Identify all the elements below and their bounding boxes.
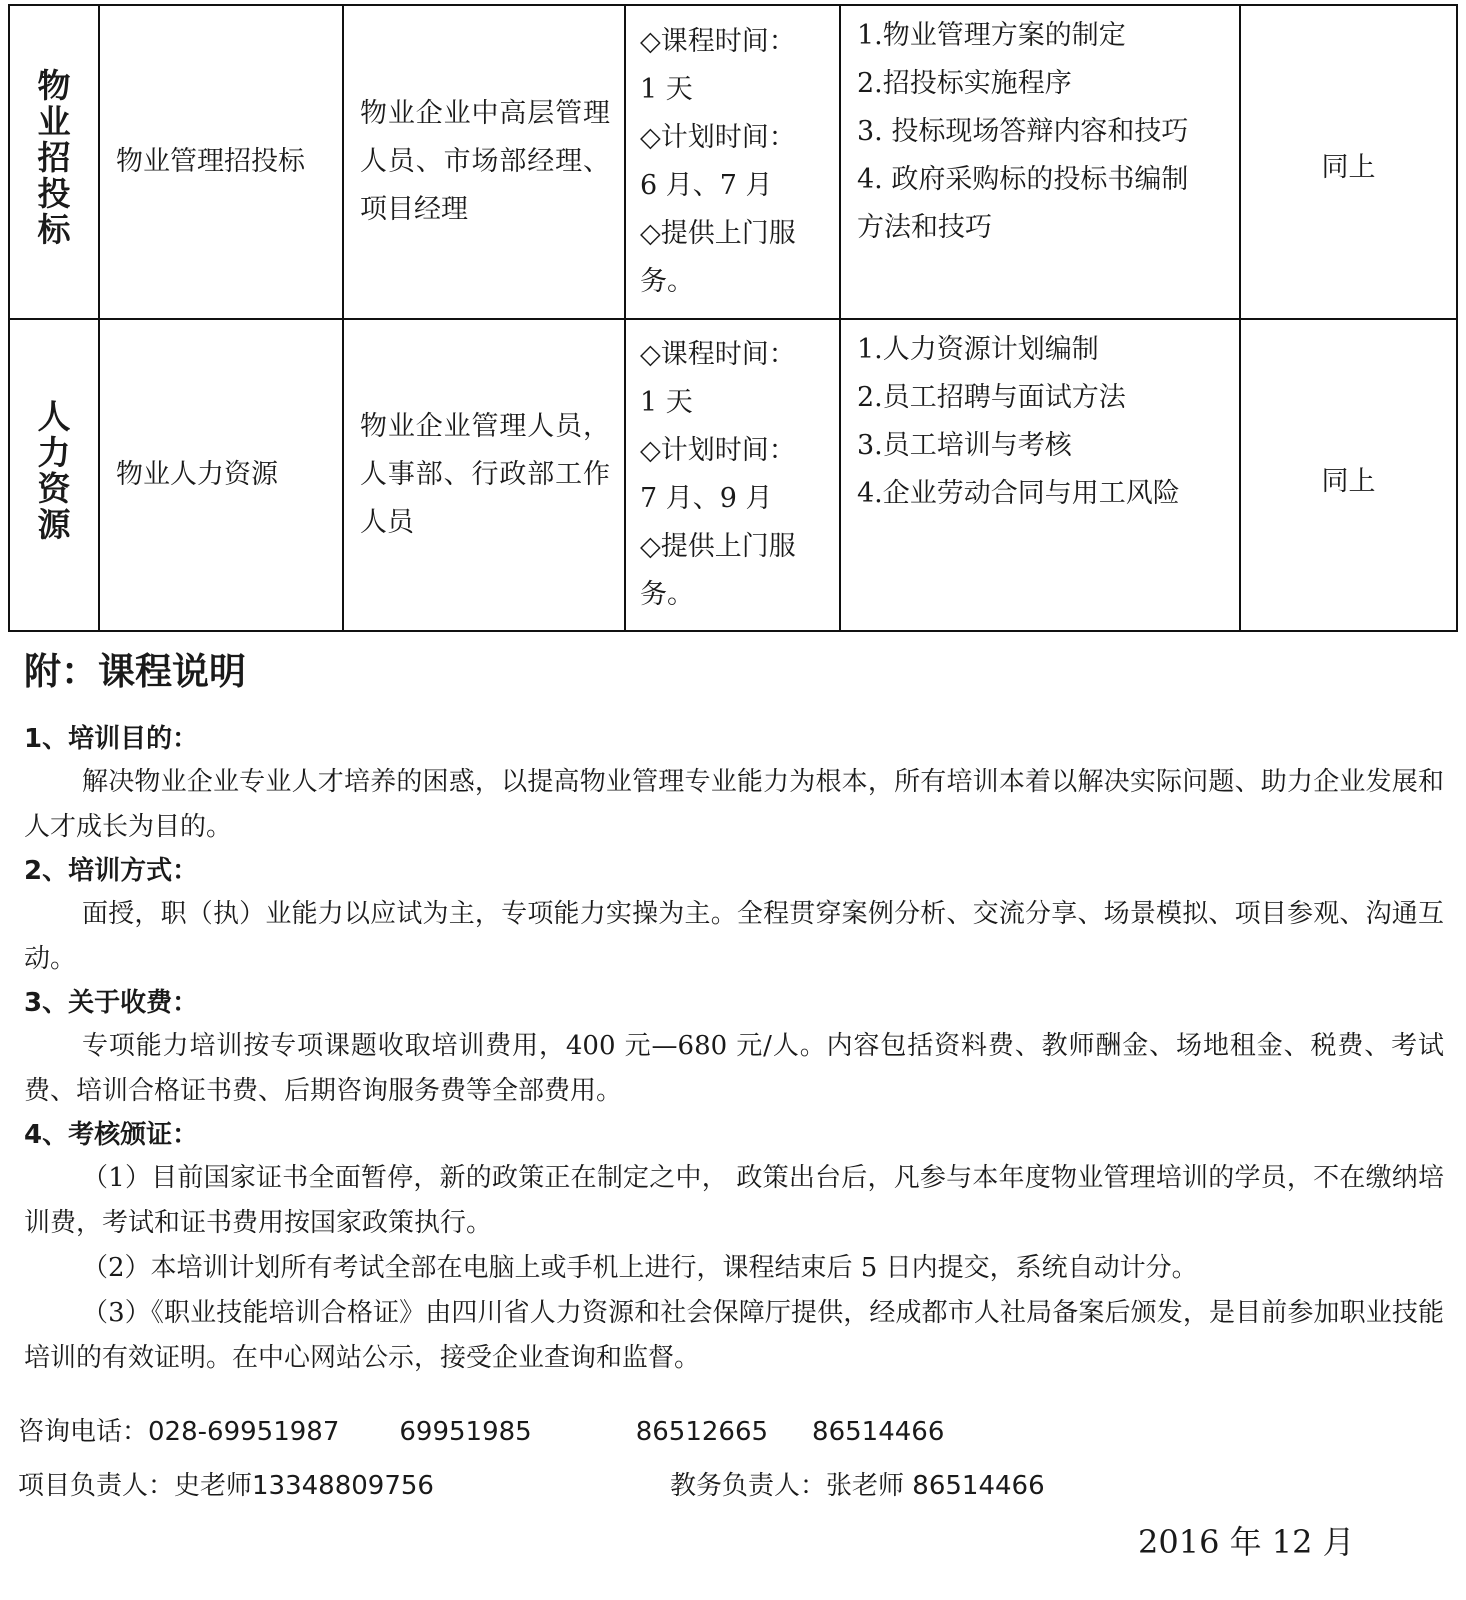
section-paragraph: （1）目前国家证书全面暂停，新的政策正在制定之中， 政策出台后，凡参与本年度物业管理培训的学员，不在缴纳培训费，考试和证书费用按国家政策执行。 [24, 1163, 1444, 1238]
time-line: 务。 [640, 579, 694, 610]
content-cell [840, 5, 1240, 319]
audience-cell [343, 5, 625, 319]
project-lead-label: 项目负责人：史老师 [18, 1471, 253, 1501]
academic-lead-label: 教务负责人：张老师 [670, 1471, 905, 1501]
section-heading: 2、培训方式： [24, 856, 199, 886]
section-paragraph: 解决物业企业专业人才培养的困惑，以提高物业管理专业能力为根本，所有培训本着以解决实际问题、助力企业发展和人才成长为目的。 [24, 767, 1444, 842]
category-cell [9, 5, 99, 319]
appendix-title: 附：课程说明 [24, 650, 246, 693]
section-paragraph: （2）本培训计划所有考试全部在电脑上或手机上进行，课程结束后 5 日内提交，系统自动计分。 [82, 1253, 1198, 1283]
time-line: ◇计划时间： [640, 435, 796, 466]
content-line: 2.招投标实施程序 [857, 68, 1072, 99]
content-line: 4.企业劳动合同与用工风险 [857, 478, 1180, 509]
academic-lead-line [670, 1468, 1045, 1504]
phone-label: 咨询电话： [18, 1417, 149, 1447]
note-text: 同上 [1321, 152, 1376, 183]
appendix [24, 650, 1444, 1381]
section-heading: 1、培训目的： [24, 724, 199, 754]
content-line: 1.物业管理方案的制定 [857, 20, 1126, 51]
phone-number: 86512665 [635, 1417, 769, 1447]
consult-phone-line [18, 1414, 944, 1450]
category-label: 人力资源 [37, 396, 71, 544]
category-label: 物业招投标 [37, 65, 71, 249]
project-lead-line [18, 1468, 434, 1504]
time-line: ◇课程时间： [640, 26, 796, 57]
time-line: 7 月、9 月 [640, 483, 773, 514]
time-cell [625, 5, 840, 319]
category-cell [9, 319, 99, 631]
time-line: 1 天 [640, 74, 693, 105]
audience-text: 物业企业中高层管理人员、市场部经理、项目经理 [360, 98, 610, 225]
section-heading: 3、关于收费： [24, 988, 199, 1018]
section-paragraph: 面授，职（执）业能力以应试为主，专项能力实操为主。全程贯穿案例分析、交流分享、场景模拟、项目参观、沟通互动。 [24, 899, 1444, 974]
note-text: 同上 [1321, 466, 1376, 497]
content-line: 方法和技巧 [857, 212, 992, 243]
project-lead-phone: 13348809756 [252, 1471, 434, 1501]
table-row [9, 5, 1457, 319]
audience-text: 物业企业管理人员，人事部、行政部工作人员 [360, 411, 610, 538]
academic-lead-phone: 86514466 [912, 1471, 1045, 1501]
content-line: 3. 投标现场答辩内容和技巧 [857, 116, 1189, 147]
table-row [9, 319, 1457, 631]
time-line: ◇计划时间： [640, 122, 796, 153]
course-name-cell [99, 5, 343, 319]
time-line: ◇课程时间： [640, 339, 796, 370]
section-paragraph: （3）《职业技能培训合格证》由四川省人力资源和社会保障厅提供，经成都市人社局备案后颁发，是目前参加职业技能培训的有效证明。在中心网站公示，接受企业查询和监督。 [24, 1298, 1444, 1373]
phone-number: 86514466 [812, 1417, 945, 1447]
content-line: 3.员工培训与考核 [857, 430, 1072, 461]
content-line: 4. 政府采购标的投标书编制 [857, 164, 1189, 195]
content-cell [840, 319, 1240, 631]
phone-number: 028-69951987 [148, 1417, 340, 1447]
time-line: 1 天 [640, 387, 693, 418]
audience-cell [343, 319, 625, 631]
phone-number: 69951985 [399, 1417, 532, 1447]
note-cell [1240, 319, 1457, 631]
course-name-cell [99, 319, 343, 631]
section-heading: 4、考核颁证： [24, 1120, 199, 1150]
time-line: ◇提供上门服 [640, 218, 796, 249]
time-line: 务。 [640, 266, 694, 297]
document-date: 2016 年 12 月 [1138, 1523, 1355, 1561]
content-line: 2.员工招聘与面试方法 [857, 382, 1126, 413]
section-paragraph: 专项能力培训按专项课题收取培训费用，400 元—680 元/人。内容包括资料费、教师酬金、场地租金、税费、考试费、培训合格证书费、后期咨询服务费等全部费用。 [24, 1031, 1444, 1106]
note-cell [1240, 5, 1457, 319]
time-line: ◇提供上门服 [640, 531, 796, 562]
course-name: 物业人力资源 [116, 459, 278, 490]
time-cell [625, 319, 840, 631]
course-table [8, 4, 1458, 632]
time-line: 6 月、7 月 [640, 170, 773, 201]
content-line: 1.人力资源计划编制 [857, 334, 1099, 365]
course-name: 物业管理招投标 [116, 146, 305, 177]
